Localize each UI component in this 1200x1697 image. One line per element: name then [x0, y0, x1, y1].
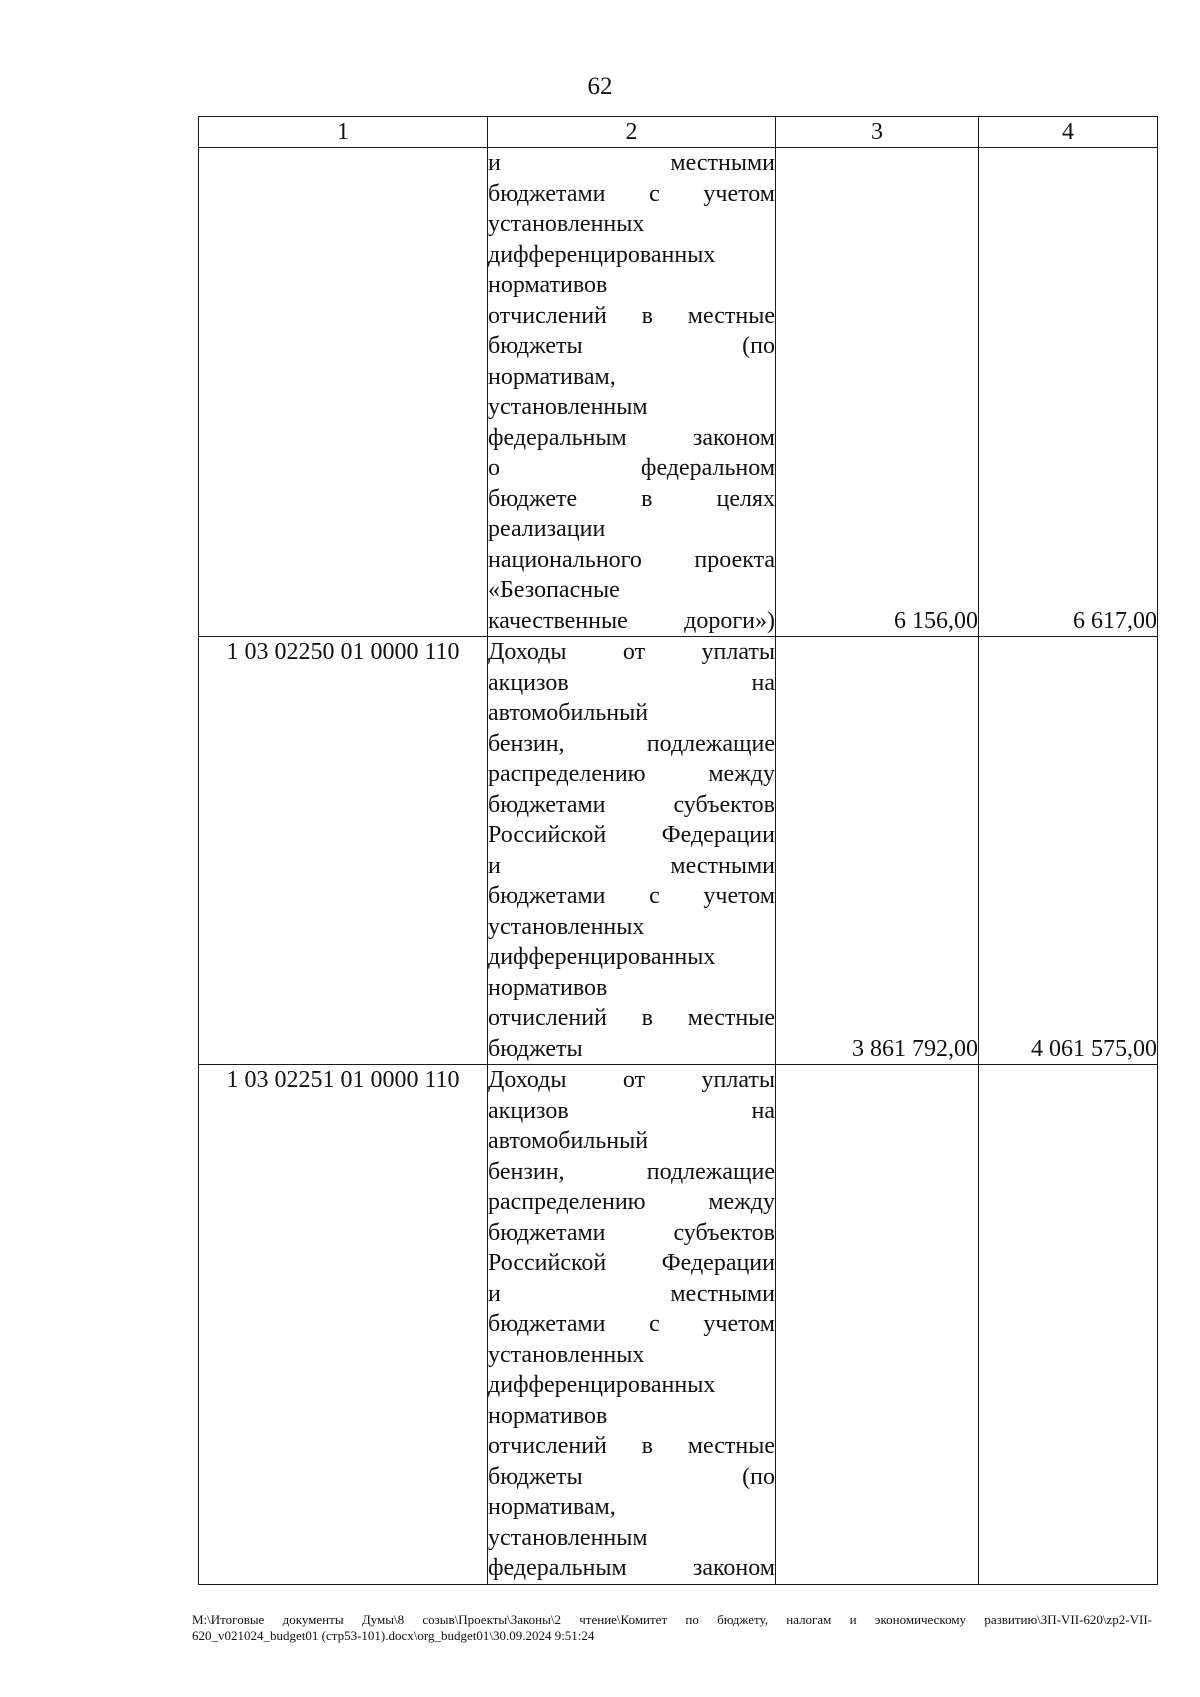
description-line: распределению между — [488, 761, 775, 787]
description-line: дифференцированных — [488, 1372, 716, 1398]
page-number: 62 — [587, 73, 613, 100]
description-line: «Безопасные — [488, 577, 620, 603]
description-line: бюджетами с учетом — [488, 883, 775, 909]
description-line: и местными — [488, 1280, 775, 1307]
description-line: Доходы от уплаты — [488, 1067, 775, 1093]
footer-line: 620_v021024_budget01 (стр53-101).docx\org_budget01\30.09.2024 9:51:24 — [192, 1628, 595, 1643]
description-cell — [488, 1065, 776, 1585]
amount-column-3: 6 156,00 — [776, 148, 979, 637]
description-line: нормативов — [488, 974, 608, 1001]
description-line: установленных — [488, 913, 645, 940]
column-header: 2 — [488, 117, 776, 148]
description-line: установленным — [488, 394, 648, 420]
description-line: бюджеты (по — [488, 333, 775, 359]
description-line: бензин, подлежащие — [488, 1158, 775, 1185]
description-line: отчислений в местные — [488, 1433, 775, 1459]
description-line: бюджеты (по — [488, 1463, 775, 1490]
description-line: отчислений в местные — [488, 302, 775, 329]
description-line: автомобильный — [488, 700, 649, 726]
description-line: нормативов — [488, 1402, 608, 1429]
description-line: установленных — [488, 211, 645, 237]
description-line: бюджетами субъектов — [488, 1219, 775, 1246]
description-line: бюджете в целях — [488, 485, 775, 512]
description-cell — [488, 148, 776, 637]
description-line: дифференцированных — [488, 241, 716, 268]
column-header: 4 — [979, 117, 1158, 148]
description-line: о федеральном — [488, 455, 775, 481]
description-line: Российской Федерации — [488, 1250, 775, 1276]
description-line: распределению между — [488, 1189, 775, 1215]
description-line: Доходы от уплаты — [488, 639, 775, 665]
description-line: бюджетами с учетом — [488, 1311, 775, 1337]
description-line: автомобильный — [488, 1128, 649, 1154]
description-line: федеральным законом — [488, 424, 775, 451]
description-line: дифференцированных — [488, 944, 716, 970]
description-line: Российской Федерации — [488, 822, 775, 848]
description-line: бюджеты — [488, 1035, 583, 1062]
footer-line: M:\Итоговые документы Думы\8 созыв\Проекты\Законы\2 чтение\Комитет по бюджету, налогам и экономическому развитию\ЗП-VII-620\zp2-VII- — [192, 1612, 1152, 1627]
amount-column-3: 3 861 792,00 — [776, 637, 979, 1065]
table-body — [199, 148, 1158, 1585]
table-row — [199, 1065, 1158, 1585]
description-line: качественные дороги») — [488, 607, 775, 634]
description-line: нормативов — [488, 272, 608, 298]
table-row — [199, 148, 1158, 637]
description-line: нормативам, — [488, 1494, 616, 1520]
description-cell — [488, 637, 776, 1065]
description-line: и местными — [488, 852, 775, 879]
description-line: и местными — [488, 150, 775, 176]
description-line: нормативам, — [488, 363, 616, 390]
description-line: бензин, подлежащие — [488, 730, 775, 757]
description-line: акцизов на — [488, 1097, 775, 1124]
description-line: бюджетами субъектов — [488, 791, 775, 818]
amount-column-3 — [776, 1065, 979, 1585]
description-line: бюджетами с учетом — [488, 180, 775, 207]
column-header: 3 — [776, 117, 979, 148]
description-line: установленным — [488, 1524, 648, 1551]
column-header: 1 — [199, 117, 488, 148]
budget-code-cell — [199, 148, 488, 637]
file-path-footer — [192, 1612, 1152, 1644]
table-row — [199, 637, 1158, 1065]
amount-column-4 — [979, 1065, 1158, 1585]
description-line: установленных — [488, 1341, 645, 1368]
description-line: акцизов на — [488, 669, 775, 696]
budget-table — [198, 116, 1158, 1585]
description-line: реализации — [488, 516, 606, 542]
table-header-row — [199, 117, 1158, 148]
budget-code-cell: 1 03 02250 01 0000 110 — [199, 637, 488, 1065]
amount-column-4: 4 061 575,00 — [979, 637, 1158, 1065]
budget-code-cell: 1 03 02251 01 0000 110 — [199, 1065, 488, 1585]
description-line: федеральным законом — [488, 1555, 775, 1581]
description-line: отчислений в местные — [488, 1005, 775, 1031]
description-line: национального проекта — [488, 546, 775, 573]
amount-column-4: 6 617,00 — [979, 148, 1158, 637]
